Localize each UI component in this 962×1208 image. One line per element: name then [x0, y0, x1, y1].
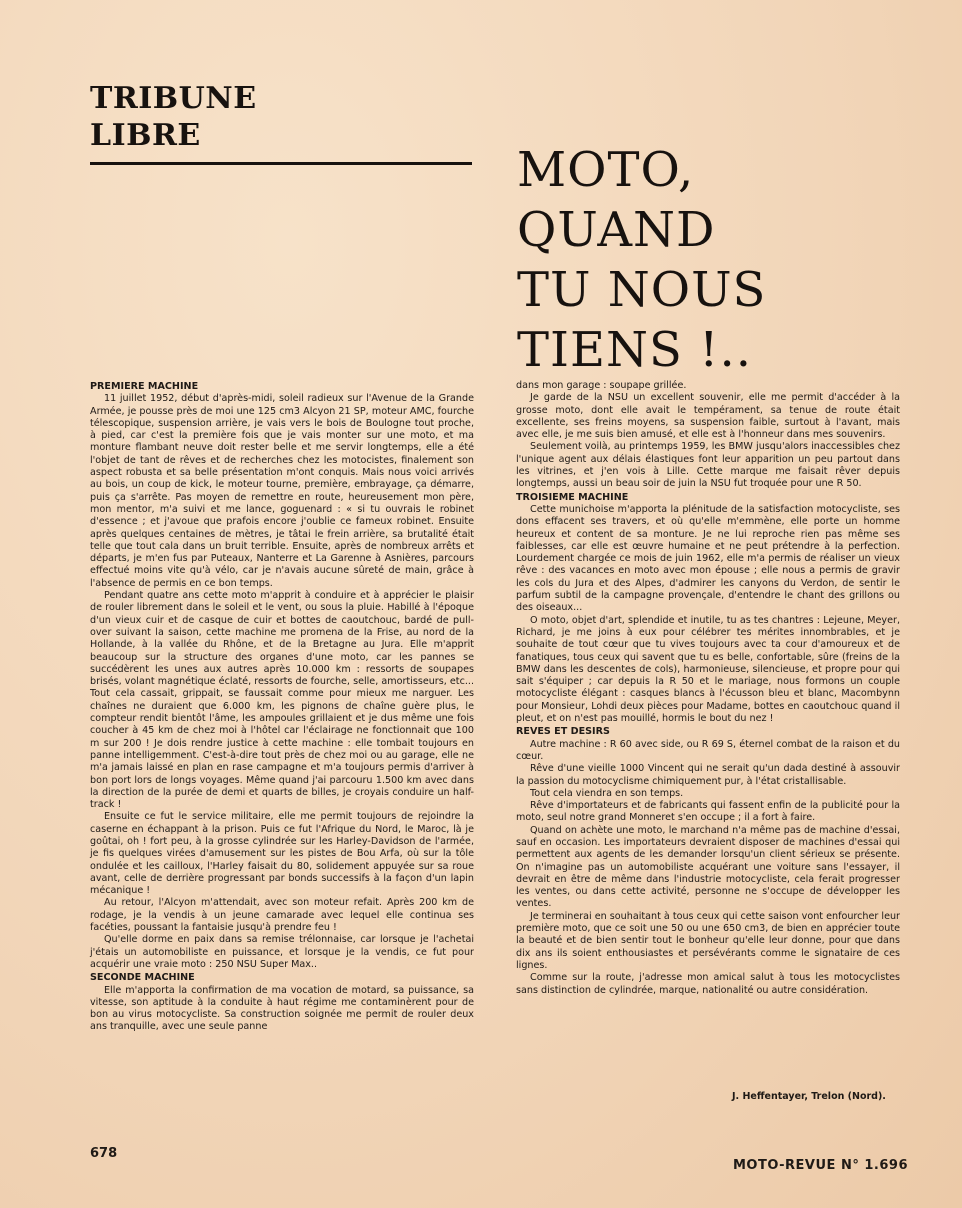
body-paragraph: Elle m'apporta la confirmation de ma vocation de motard, sa puissance, sa vitesse, son aptitude à la conduite à haut régime me contaminèrent pour de bon au virus motocycliste. Sa construction soignée me permit de rouler deux ans tranquille, avec une seule panne [90, 984, 474, 1033]
section-label-line-1: TRIBUNE [90, 81, 257, 116]
section-heading: TROISIEME MACHINE [516, 491, 629, 503]
article-column-right [516, 380, 900, 997]
page-number: 678 [90, 1146, 118, 1161]
section-heading: PREMIERE MACHINE [90, 381, 199, 392]
body-paragraph: Cette munichoise m'apporta la plénitude de la satisfaction motocycliste, ses dons effacent ses travers, et où qu'elle m'emmène, elle porte un homme heureux et content de sa monture. Je ne lui reproche rien pas même ses faiblesses, car elle est œuvre humaine et ne peut prétendre à la perfection. Lourdement chargée ce mois de juin 1962, elle m'a permis de réaliser un vieux rêve : des vacances en moto avec mon épouse ; elle nous a permis de gravir les cols du Jura et des Alpes, d'admirer les canyons du Verdon, de sentir le parfum subtil de la campagne provençale, d'entendre le chant des grillons ou des oiseaux... [516, 503, 900, 614]
body-paragraph: Au retour, l'Alcyon m'attendait, avec son moteur refait. Après 200 km de rodage, je la vendis à un jeune camarade avec lequel elle continua ses facéties, poussant la fantaisie jusqu'à prendre feu ! [90, 897, 474, 934]
section-heading: SECONDE MACHINE [90, 972, 195, 984]
header-rule [90, 162, 472, 165]
body-paragraph: Ensuite ce fut le service militaire, elle me permit toujours de rejoindre la caserne en échappant à la prison. Puis ce fut l'Afrique du Nord, le Maroc, là je goûtai, oh ! fort peu, à la grosse cylindrée sur les Harley-Davidson de l'armée, je fis quelques virées d'amusement sur les pistes de Bou Arfa, où sur la tôle ondulée et les cailloux, l'Harley faisait du 80, solidement appuyée sur sa roue avant, celle de derrière progressant par bonds successifs à la façon d'un lapin mécanique ! [90, 811, 474, 897]
section-label [90, 80, 320, 154]
body-paragraph: Rêve d'une vieille 1000 Vincent qui ne serait qu'un dada destiné à assouvir la passion du motocyclisme chimiquement pur, à l'état cristallisable. [516, 763, 900, 787]
article-column-left [90, 380, 474, 1034]
body-paragraph: dans mon garage : soupape grillée. [516, 380, 687, 391]
body-paragraph: Rêve d'importateurs et de fabricants qui fassent enfin de la publicité pour la moto, seul notre grand Monneret s'en occupe ; il a fort à faire. [516, 800, 900, 824]
section-label-line-2: LIBRE [90, 118, 201, 153]
body-paragraph: Je garde de la NSU un excellent souvenir, elle me permit d'accéder à la grosse moto, dont elle avait le tempérament, sa tenue de route était excellente, ses freins moyens, sa suspension faible, surtout à l'avant, mais avec elle, je me suis bien amusé, et elle est à l'honneur dans mes souvenirs. [516, 392, 900, 441]
title-line: TU NOUS [517, 262, 767, 318]
title-line: QUAND [517, 202, 716, 258]
section-heading: REVES ET DESIRS [516, 726, 610, 738]
article-title [517, 140, 847, 380]
body-paragraph: Je terminerai en souhaitant à tous ceux qui cette saison vont enfourcher leur première moto, que ce soit une 50 ou une 650 cm3, de bien en apprécier toute la beauté et de bien sentir tout le bonheur qu'elle leur donne, pour que dans dix ans ils soient enthousiastes et persévérants comme le signataire de ces lignes. [516, 910, 900, 971]
body-paragraph: Pendant quatre ans cette moto m'apprit à conduire et à apprécier le plaisir de rouler librement dans le soleil et le vent, ou sous la pluie. Habillé à l'époque d'un vieux cuir et de casque de cuir et bottes de caoutchouc, bardé de pull-over suivant la saison, cette machine me promena de la Frise, au nord de la Hollande, à la vallée du Rhône, et de la Bretagne au Jura. Elle m'apprit beaucoup sur la structure des organes d'une moto, car les pannes se succédèrent les unes aux autres après 10.000 km : ressorts de soupapes brisés, volant magnétique éclaté, ressorts de fourche, selle, amortisseurs, etc... Tout cela cassait, grippait, se faussait comme pour mieux me narguer. Les chaînes ne duraient que 6.000 km, les pignons de chaîne guère plus, le compteur rendit bientôt l'âme, les ampoules grillaient et je dus même une fois coucher à 45 km de chez moi à l'hôtel car l'éclairage ne fonctionnait que 100 m sur 200 ! Je dois rendre justice à cette machine : elle tombait toujours en panne intelligemment. C'est-à-dire tout près de chez moi ou au garage, elle ne m'a jamais laissé en plan en rase campagne et m'a toujours permis d'arriver à bon port lors de longs voyages. Même quand j'ai parcouru 1.500 km avec dans la direction de la purée de demi et quarts de billes, je croyais conduire un half-track ! [90, 590, 474, 811]
title-line: TIENS !.. [517, 322, 752, 378]
title-line: MOTO, [517, 142, 695, 198]
magazine-issue: MOTO-REVUE N° 1.696 [733, 1158, 908, 1173]
author-signature: J. Heffentayer, Trelon (Nord). [732, 1091, 886, 1102]
body-paragraph: O moto, objet d'art, splendide et inutile, tu as tes chantres : Lejeune, Meyer, Richard, je me joins à eux pour célébrer tes mérites innombrables, et je souhaite de tout cœur que tu vives toujours avec ta cour d'amoureux et de fanatiques, tous ceux qui savent que tu es belle, confortable, sûre (freins de la BMW dans les descentes de cols), harmonieuse, silencieuse, et propre pour qui sait s'équiper ; car depuis la R 50 et le mariage, nous formons un couple motocycliste élégant : casques blancs à l'écusson bleu et blanc, Macombynn pour Monsieur, Lohdi deux pièces pour Madame, bottes en caoutchouc quand il pleut, et on n'est pas mouillé, hormis le bout du nez ! [516, 614, 900, 725]
body-paragraph: Quand on achète une moto, le marchand n'a même pas de machine d'essai, sauf en occasion. Les importateurs devraient disposer de machines d'essai qui permettent aux agents de les demander lorsqu'un client sérieux se présente. On n'imagine pas un automobiliste acquérant une voiture sans l'essayer, il devrait en être de même dans l'industrie motocycliste, cela ferait progresser les ventes, ou dans cette activité, personne ne s'occupe de développer les ventes. [516, 824, 900, 910]
body-paragraph: Seulement voilà, au printemps 1959, les BMW jusqu'alors inaccessibles chez l'unique agent aux délais élastiques font leur apparition un peu partout dans les vitrines, et j'en vois à Lille. Cette marque me faisait rêver depuis longtemps, aussi un beau soir de juin la NSU fut troquée pour une R 50. [516, 441, 900, 490]
body-paragraph: Tout cela viendra en son temps. [530, 787, 684, 799]
body-paragraph: 11 juillet 1952, début d'après-midi, soleil radieux sur l'Avenue de la Grande Armée, je pousse près de moi une 125 cm3 Alcyon 21 SP, moteur AMC, fourche télescopique, suspension arrière, je vais vers le bois de Boulogne tout proche, à pied, car c'est la première fois que je vais monter sur une moto, et ma monture flambant neuve doit rester belle et me servir longtemps, elle a été l'objet de tant de rêves et de recherches chez les motocistes, finalement son aspect robusta et sa belle présentation m'ont conquis. Mais nous voici arrivés au bois, un coup de kick, le moteur tourne, première, embrayage, ça démarre, puis ça s'arrête. Pas moyen de remettre en route, heureusement mon père, mon mentor, m'a suivi et me lance, goguenard : « si tu ouvrais le robinet d'essence ; et j'avoue que prafois encore j'oublie ce fameux robinet. Ensuite après quelques centaines de mètres, je tâtai le frein arrière, sa brutalité était telle que tout cala dans un bruit terrible. Ensuite, après de nombreux arrêts et départs, je m'en fus par Puteaux, Nanterre et La Garenne à Asnières, parcours effectué moins vite qu'à vélo, car je n'avais aucune sûreté de main, grâce à l'absence de permis en ce bon temps. [90, 393, 474, 589]
body-paragraph: Qu'elle dorme en paix dans sa remise trélonnaise, car lorsque je l'achetai j'étais un automobiliste en puissance, et lorsque je la vendis, ce fut pour acquérir une vraie moto : 250 NSU Super Max.. [90, 934, 474, 970]
body-paragraph: Autre machine : R 60 avec side, ou R 69 S, éternel combat de la raison et du cœur. [516, 738, 900, 762]
body-paragraph: Comme sur la route, j'adresse mon amical salut à tous les motocyclistes sans distinction de cylindrée, marque, nationalité ou autre considération. [516, 972, 900, 996]
